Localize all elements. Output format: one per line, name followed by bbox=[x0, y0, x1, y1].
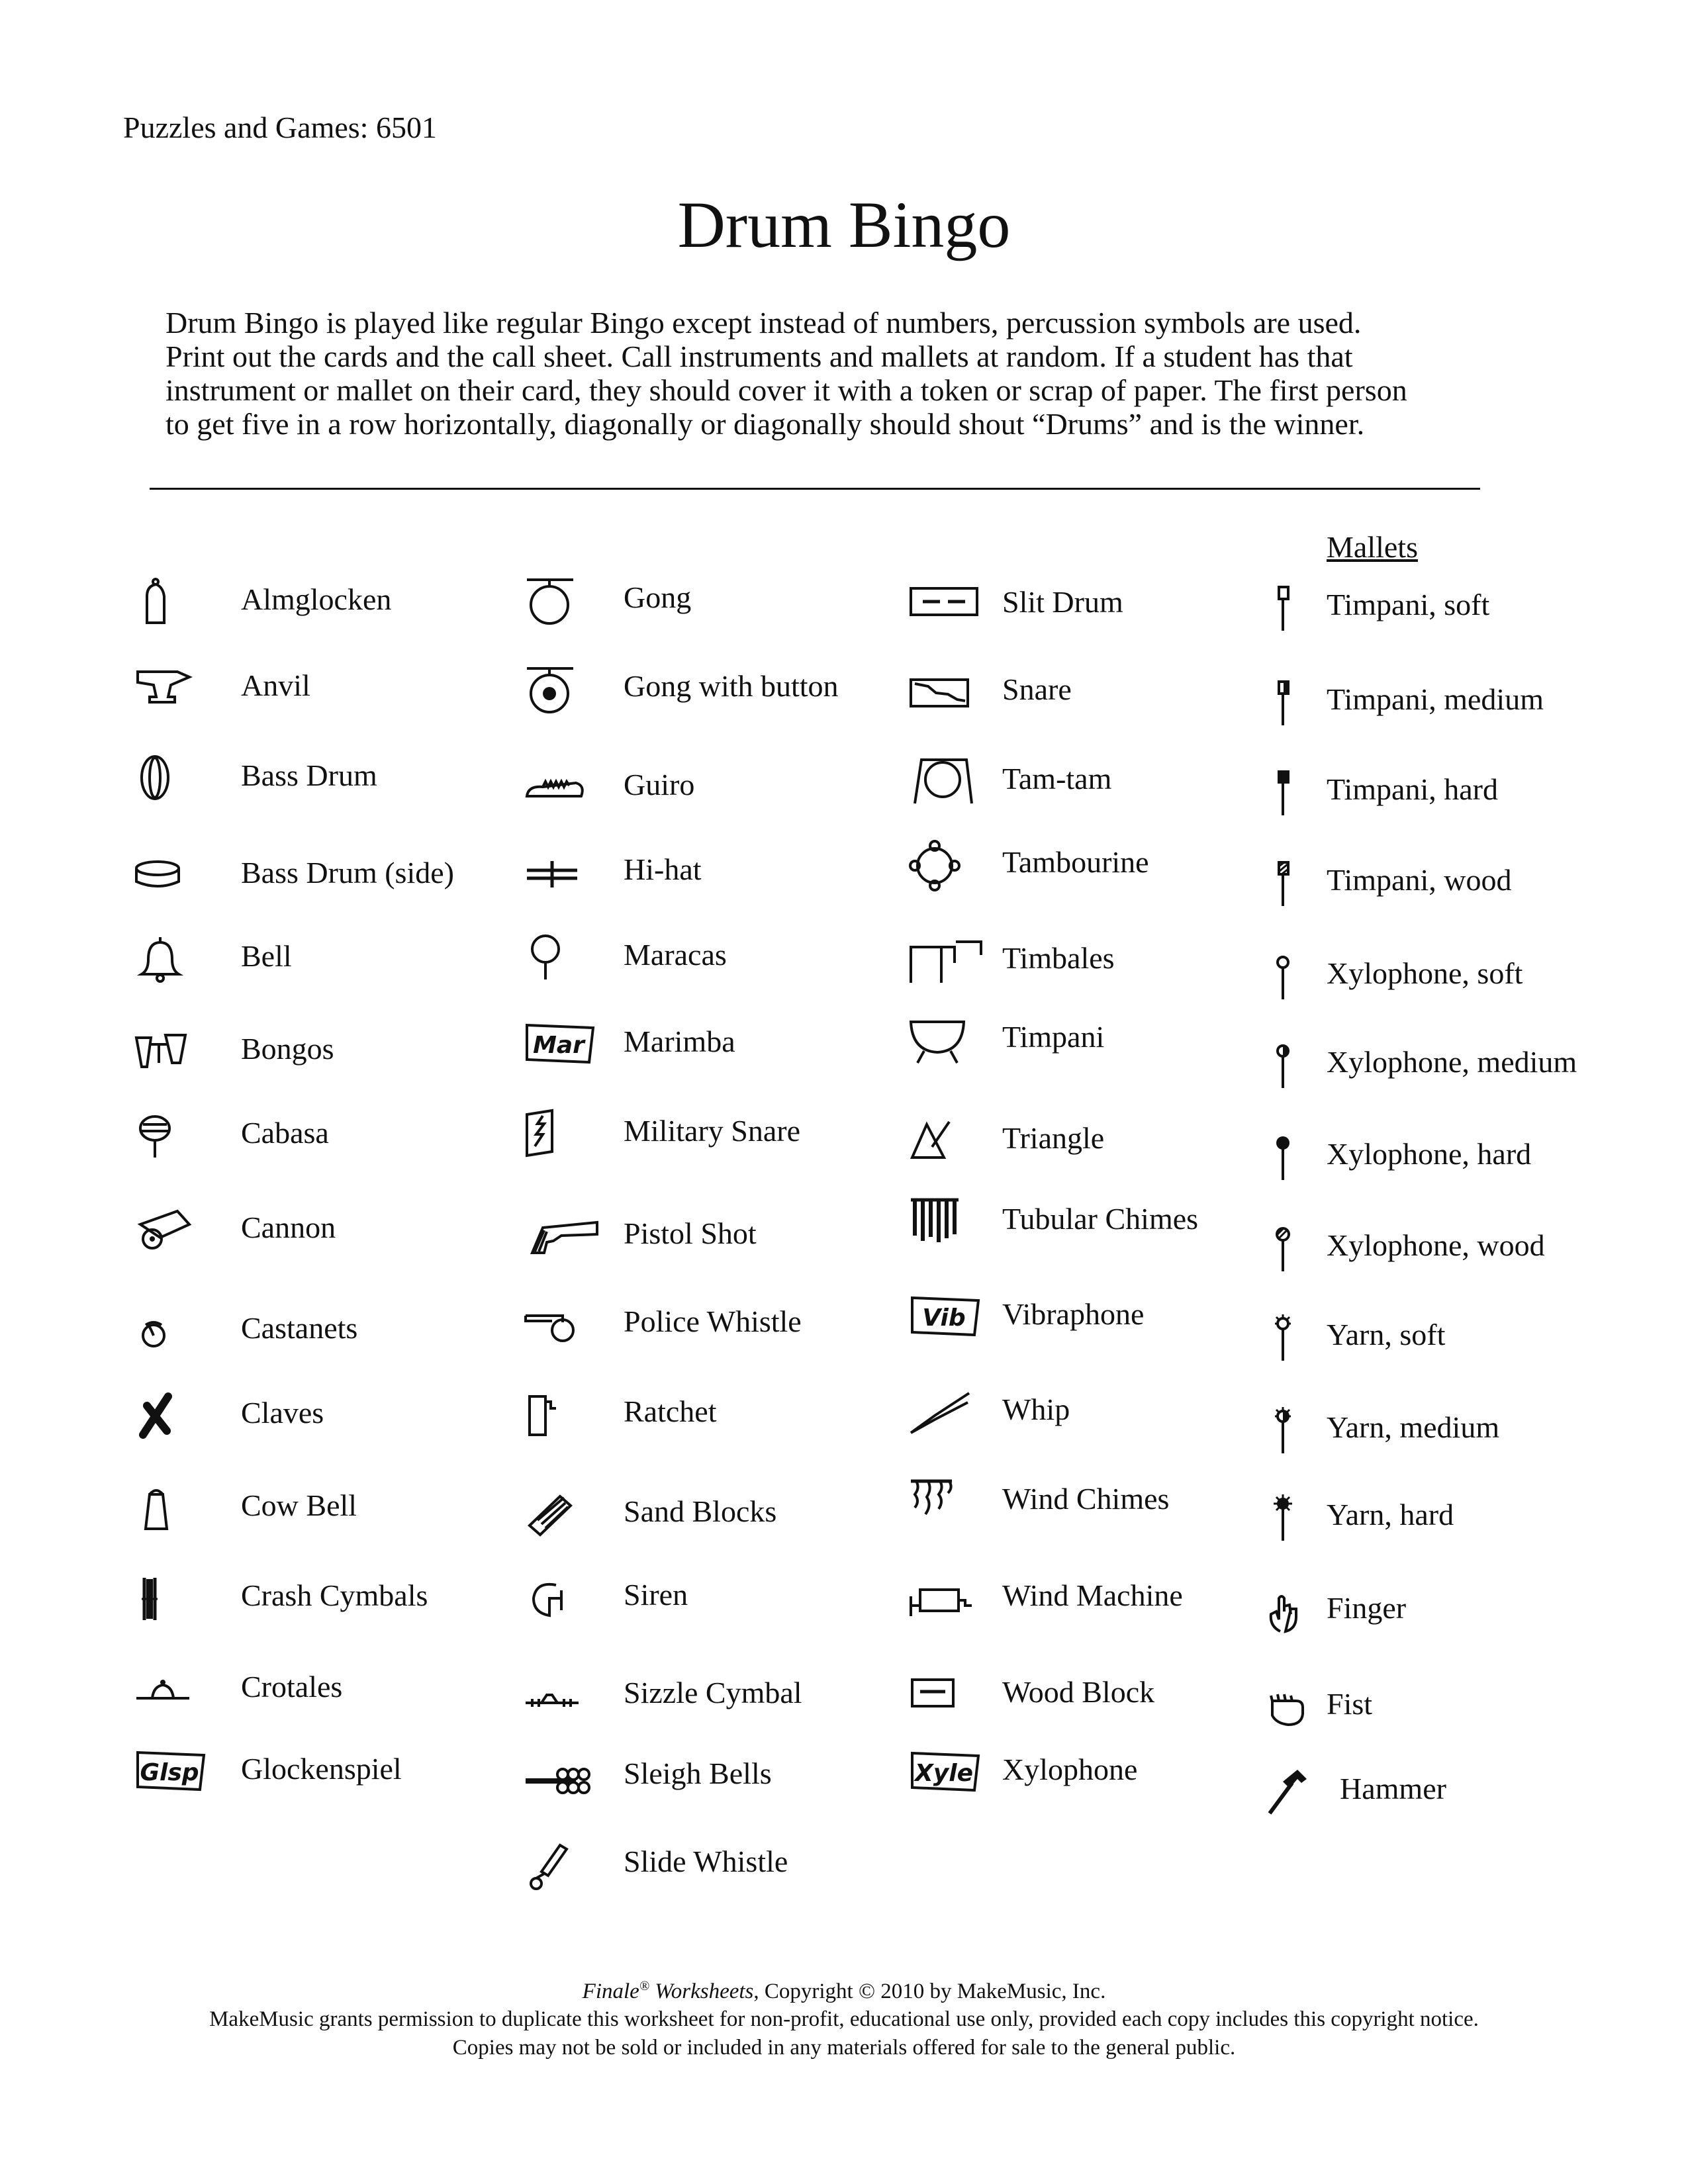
symbol-label: Timpani, wood bbox=[1327, 863, 1512, 897]
timpani-icon bbox=[908, 1014, 981, 1064]
symbol-label: Yarn, soft bbox=[1327, 1318, 1446, 1351]
footer-product-suffix: Worksheets bbox=[649, 1979, 754, 2003]
symbol-label: Tubular Chimes bbox=[1002, 1202, 1199, 1236]
maracas-icon bbox=[523, 932, 596, 982]
symbol-label: Triangle bbox=[1002, 1121, 1105, 1155]
mallet-xylophone-wood-icon bbox=[1263, 1222, 1336, 1273]
slit-drum-icon bbox=[908, 579, 981, 629]
symbol-label: Police Whistle bbox=[624, 1304, 802, 1338]
symbol-label: Marimba bbox=[624, 1024, 735, 1058]
symbol-label: Hammer bbox=[1340, 1772, 1446, 1805]
symbol-label: Cow Bell bbox=[241, 1488, 357, 1522]
svg-text:Xyle: Xyle bbox=[915, 1760, 973, 1787]
bongos-icon bbox=[134, 1026, 207, 1076]
footer-permission: MakeMusic grants permission to duplicate this worksheet for non-profit, educational use only, provided each copy includes this copyright notice. bbox=[209, 2007, 1479, 2031]
sizzle-cymbal-icon bbox=[523, 1670, 596, 1720]
police-whistle-icon bbox=[523, 1298, 596, 1349]
symbol-label: Xylophone, medium bbox=[1327, 1045, 1577, 1079]
page-title: Drum Bingo bbox=[677, 188, 1011, 261]
symbol-label: Maracas bbox=[624, 938, 727, 972]
xylophone-icon bbox=[908, 1747, 981, 1797]
symbol-label: Cabasa bbox=[241, 1116, 329, 1150]
symbol-label: Yarn, medium bbox=[1327, 1410, 1500, 1444]
cabasa-icon bbox=[134, 1110, 207, 1160]
symbol-label: Sand Blocks bbox=[624, 1494, 777, 1528]
footer-copyright-text: , Copyright © 2010 by MakeMusic, Inc. bbox=[753, 1979, 1106, 2003]
symbol-label: Timbales bbox=[1002, 941, 1115, 975]
intro-line: Print out the cards and the call sheet. Call instruments and mallets at random. If a student has that bbox=[165, 340, 1353, 373]
whip-icon bbox=[908, 1387, 981, 1437]
symbol-label: Timpani, soft bbox=[1327, 588, 1490, 621]
mallets-heading: Mallets bbox=[1327, 530, 1418, 564]
symbol-label: Glockenspiel bbox=[241, 1752, 402, 1786]
symbol-label: Castanets bbox=[241, 1311, 358, 1345]
mallet-timpani-hard-icon bbox=[1263, 766, 1336, 817]
bass-drum-icon bbox=[134, 752, 207, 803]
symbol-label: Crotales bbox=[241, 1670, 343, 1704]
svg-text:Vib: Vib bbox=[922, 1304, 966, 1332]
symbol-label: Vibraphone bbox=[1002, 1297, 1145, 1331]
crash-cymbals-icon bbox=[134, 1572, 207, 1623]
mallet-timpani-soft-icon bbox=[1263, 582, 1336, 632]
symbol-label: Timpani bbox=[1002, 1020, 1105, 1054]
symbol-label: Snare bbox=[1002, 672, 1072, 706]
symbol-label: Tam-tam bbox=[1002, 762, 1112, 796]
intro-line: to get five in a row horizontally, diagonally or diagonally should shout “Drums” and is the winner. bbox=[165, 407, 1365, 441]
mallet-xylophone-soft-icon bbox=[1263, 950, 1336, 1001]
symbol-label: Sleigh Bells bbox=[624, 1756, 772, 1790]
ratchet-icon bbox=[523, 1388, 596, 1439]
tubular-chimes-icon bbox=[908, 1196, 981, 1246]
symbol-label: Hi-hat bbox=[624, 852, 702, 886]
cannon-icon bbox=[134, 1205, 207, 1255]
bass-drum-side-icon bbox=[134, 850, 207, 900]
siren-icon bbox=[523, 1572, 596, 1622]
intro-paragraph bbox=[165, 306, 1542, 441]
intro-line: Drum Bingo is played like regular Bingo except instead of numbers, percussion symbols are used. bbox=[165, 306, 1362, 340]
symbol-label: Tambourine bbox=[1002, 845, 1149, 879]
symbol-label: Almglocken bbox=[241, 582, 392, 616]
symbol-label: Ratchet bbox=[624, 1394, 717, 1428]
mallet-yarn-soft-icon bbox=[1263, 1312, 1336, 1362]
timbales-icon bbox=[908, 935, 981, 985]
divider-line bbox=[150, 488, 1480, 490]
anvil-icon bbox=[134, 662, 207, 713]
symbol-label: Finger bbox=[1327, 1591, 1407, 1625]
military-snare-icon bbox=[523, 1108, 596, 1158]
castanets-icon bbox=[134, 1305, 207, 1355]
wood-block-icon bbox=[908, 1669, 981, 1719]
tambourine-icon bbox=[908, 839, 981, 889]
vibraphone-icon bbox=[908, 1291, 981, 1342]
hammer-icon bbox=[1263, 1766, 1336, 1816]
symbol-label: Slit Drum bbox=[1002, 585, 1123, 619]
crotales-icon bbox=[134, 1664, 207, 1714]
worksheet-category: Puzzles and Games: 6501 bbox=[123, 111, 437, 144]
symbol-label: Xylophone, soft bbox=[1327, 956, 1523, 990]
bell-icon bbox=[134, 933, 207, 983]
hi-hat-icon bbox=[523, 846, 596, 897]
sleigh-bells-icon bbox=[523, 1751, 596, 1801]
triangle-icon bbox=[908, 1115, 981, 1165]
gong-with-button-icon bbox=[523, 663, 596, 713]
symbol-label: Fist bbox=[1327, 1687, 1373, 1721]
symbol-label: Bongos bbox=[241, 1032, 334, 1066]
marimba-icon bbox=[523, 1019, 596, 1069]
symbol-label: Bass Drum bbox=[241, 758, 377, 792]
symbol-label: Slide Whistle bbox=[624, 1844, 788, 1878]
symbol-label: Xylophone, hard bbox=[1327, 1137, 1532, 1171]
fist-icon bbox=[1263, 1681, 1336, 1731]
symbol-label: Yarn, hard bbox=[1327, 1498, 1454, 1531]
symbol-label: Bass Drum (side) bbox=[241, 856, 454, 889]
glockenspiel-icon bbox=[134, 1746, 207, 1796]
almglocken-icon bbox=[134, 576, 207, 627]
cow-bell-icon bbox=[134, 1482, 207, 1533]
footer-registered: ® bbox=[639, 1979, 650, 1993]
footer-copyright bbox=[0, 1979, 1688, 2004]
symbol-label: Timpani, hard bbox=[1327, 772, 1498, 806]
mallet-yarn-medium-icon bbox=[1263, 1404, 1336, 1455]
symbol-label: Guiro bbox=[624, 768, 695, 801]
mallet-timpani-wood-icon bbox=[1263, 857, 1336, 907]
symbol-label: Wind Machine bbox=[1002, 1578, 1183, 1612]
tam-tam-icon bbox=[908, 756, 981, 806]
symbol-label: Crash Cymbals bbox=[241, 1578, 428, 1612]
sand-blocks-icon bbox=[523, 1488, 596, 1539]
symbol-label: Anvil bbox=[241, 668, 310, 702]
guiro-icon bbox=[523, 762, 596, 812]
symbol-label: Timpani, medium bbox=[1327, 682, 1544, 716]
mallet-xylophone-hard-icon bbox=[1263, 1131, 1336, 1181]
symbol-label: Siren bbox=[624, 1578, 688, 1612]
wind-machine-icon bbox=[908, 1572, 981, 1623]
mallet-yarn-hard-icon bbox=[1263, 1492, 1336, 1542]
wind-chimes-icon bbox=[908, 1476, 981, 1526]
mallet-xylophone-medium-icon bbox=[1263, 1039, 1336, 1089]
symbol-label: Military Snare bbox=[624, 1114, 800, 1148]
symbol-label: Wind Chimes bbox=[1002, 1482, 1170, 1516]
symbol-label: Gong bbox=[624, 580, 692, 614]
finger-icon bbox=[1263, 1585, 1336, 1635]
svg-text:Mar: Mar bbox=[533, 1032, 585, 1059]
claves-icon bbox=[134, 1390, 207, 1440]
gong-icon bbox=[523, 574, 596, 625]
snare-icon bbox=[908, 666, 981, 717]
symbol-label: Sizzle Cymbal bbox=[624, 1676, 802, 1709]
intro-line: instrument or mallet on their card, they should cover it with a token or scrap of paper. The first person bbox=[165, 373, 1407, 407]
symbol-label: Gong with button bbox=[624, 669, 839, 703]
slide-whistle-icon bbox=[523, 1839, 596, 1889]
symbol-label: Claves bbox=[241, 1396, 324, 1430]
symbol-label: Cannon bbox=[241, 1210, 336, 1244]
symbol-label: Xylophone bbox=[1002, 1752, 1138, 1786]
symbol-label: Xylophone, wood bbox=[1327, 1228, 1545, 1262]
symbol-label: Pistol Shot bbox=[624, 1216, 757, 1250]
footer-product: Finale bbox=[582, 1979, 639, 2003]
footer-restriction: Copies may not be sold or included in any materials offered for sale to the general public. bbox=[452, 2036, 1236, 2060]
symbol-label: Bell bbox=[241, 939, 292, 973]
svg-text:Glsp: Glsp bbox=[140, 1759, 199, 1786]
pistol-shot-icon bbox=[523, 1210, 596, 1261]
mallet-timpani-medium-icon bbox=[1263, 676, 1336, 727]
symbol-label: Whip bbox=[1002, 1392, 1070, 1426]
symbol-label: Wood Block bbox=[1002, 1675, 1155, 1709]
